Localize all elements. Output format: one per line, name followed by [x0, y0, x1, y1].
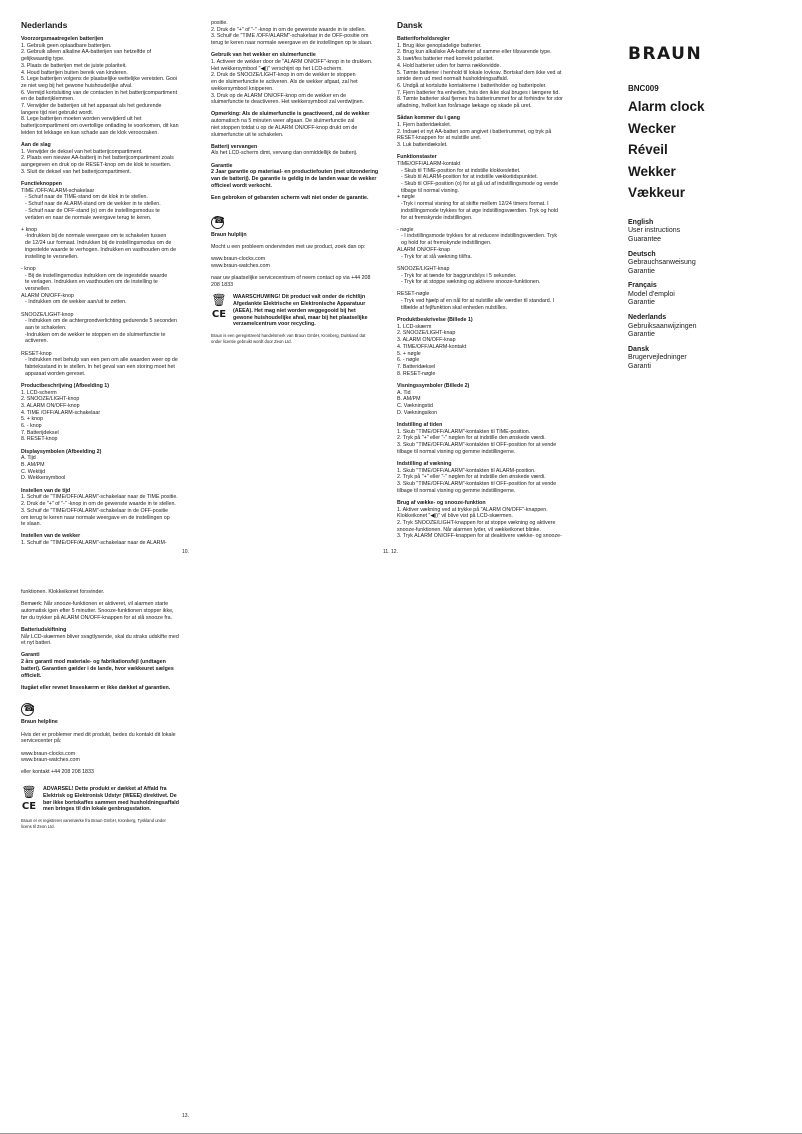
helpline-text	[21, 732, 199, 777]
text-line: for at fremskynde indstillingen.	[401, 214, 473, 221]
section-heading: Opmerking: Als de sluimerfunctie is geactiveerd, zal de wekker	[211, 111, 370, 118]
text-line: 1. Verwijder de deksel van het batterijcompartiment.	[21, 148, 143, 155]
column-body	[211, 20, 389, 202]
text-line: niet stoppen totdat u op de ALARM ON/OFF-knop drukt om de	[211, 124, 358, 131]
text-line: 1. LCD-scherm	[21, 389, 57, 396]
text-line: 8. RESET-nøgle	[397, 370, 436, 377]
text-line: RESET-knappen for at nulstille uret.	[397, 135, 482, 142]
text-line: 3. Isæt/fes batterier med korrekt polaritet.	[397, 56, 494, 63]
text-line: før du trykker på ALARM ON/OFF-knappen for at slå snooze fra.	[21, 614, 173, 621]
text-line: - Indrukken om de wekker aan/uit te zetten.	[25, 299, 127, 306]
text-line: 3. Skub "TIME/OFF/ALARM"-kontakten til OFF-position for at vende	[397, 480, 557, 487]
text-line: aangegeven en druk op de RESET-knop om de klok te resetten.	[21, 162, 172, 169]
text-line: D. Wekkersymbool	[21, 475, 66, 482]
text-line: - Skub til OFF-position (ο) for at gå ud af indstillingsmode og vende	[401, 181, 559, 188]
text-line: 3. Tryk ALARM ON/OFF-knappen for at deaktivere vække- og snooze-	[397, 533, 562, 540]
language-heading: Nederlands	[21, 20, 68, 30]
text-line: automatisk igen efter 5 minutter. Snooze-funktionen stopper ikke,	[21, 607, 174, 614]
text-line: 3. Schuif de "TIME/OFF/ALARM"-schakelaar in de OFF-positie	[21, 507, 169, 514]
text-line: - Schuif naar de TIME-stand om de klok in te stellen.	[25, 194, 148, 201]
text-line: 2. SNOOZE/LIGHT-knop	[21, 396, 80, 403]
text-line: et nyt batteri.	[21, 640, 52, 647]
text-line: tilbage til normal visning.	[401, 187, 459, 194]
text-line: A. Tid	[397, 389, 411, 396]
text-line: om terug te keren naar normale weergave en de instellingen op	[21, 514, 170, 521]
text-line: 3. Sluit de deksel van het batterijcompartiment.	[21, 168, 132, 175]
section-heading: Brug af vække- og snooze-funktion	[397, 499, 486, 506]
text-line: Afgedankte Elektrische en Elektronische Apparatuur	[233, 301, 366, 308]
text-line: 4. Houd batterijen buiten bereik van kinderen.	[21, 69, 128, 76]
text-line: langere tijd niet gebruikt wordt.	[21, 109, 94, 116]
text-line: Een gebroken of gebarsten scherm valt niet onder de garantie.	[211, 194, 369, 201]
text-line: 6. - knop	[21, 423, 42, 430]
text-line: ze niet weg bij het gewone huishoudelijke afval.	[21, 82, 133, 89]
page-number: 11. 12.	[383, 549, 398, 555]
trademark-text	[21, 818, 199, 829]
text-line: - Skub til TIME-position for at indstille klokkeslettet.	[401, 167, 521, 174]
text-line: verzamelcentrum voor recycling.	[233, 321, 316, 328]
text-line: 2. Plaats een nieuwe AA-batterij in het batterijcompartiment zoals	[21, 155, 174, 162]
section-heading: Garantie	[211, 162, 233, 169]
text-line: 2 års garanti mod materiale- og fabrikationsfejl (undtagen	[21, 659, 166, 666]
text-line: 3. ALARM ON/OFF-knop	[21, 402, 80, 409]
phone-icon	[211, 216, 224, 229]
text-line: 2. Indsæt et nyt AA-batteri som angivet i batterirummet, og tryk på	[397, 128, 552, 135]
text-line: 4. TIME /OFF/ALARM-schakelaar	[21, 409, 101, 416]
text-line: + nøgle	[397, 194, 415, 201]
section-heading: Produktbeskrivelse (Billede 1)	[397, 317, 473, 324]
text-line: 8. RESET-knop	[21, 436, 58, 443]
section-heading: Indstilling af tiden	[397, 421, 443, 428]
text-line: 6. Vermijd kortsluiting van de contacten in het batterijcompartiment	[21, 89, 178, 96]
text-line: servicecenter på:	[21, 738, 62, 745]
text-line: en de sluimerfunctie te activeren. Als de wekker afgaat, zal het	[211, 79, 358, 86]
text-line: 5. Lege batterijen volgens de plaatselijke wettelijke vereisten. Gooi	[21, 76, 178, 83]
text-line: Braun is een geregistreerd handelsmerk van Braun GmbH, Kronberg, Duitsland dat	[211, 333, 366, 339]
title-deutsch: Wecker	[628, 120, 676, 136]
title-nederlands: Wekker	[628, 163, 676, 179]
weee-symbols	[21, 786, 37, 812]
text-line: - Schuif naar de OFF-stand (ο) om de instellingsmodus te	[25, 207, 160, 214]
text-line: tilbage til normal visning og gemme indstillingerne.	[397, 487, 516, 494]
text-line: ADVARSEL! Dette produkt er dækket af Affald fra	[43, 786, 167, 793]
text-line: batteri). Garantien gælder i de lande, hvor vækkeuret sælges	[21, 665, 174, 672]
text-line: - Indrukken met behulp van een pen om alle waarden weer op de	[25, 357, 178, 364]
text-line: www.braun-clocks.com	[211, 256, 266, 263]
column-body	[397, 36, 617, 540]
text-line: 2. Druk de SNOOZE/LIGHT-knop in om de wekker te stoppen	[211, 72, 356, 79]
text-line: - Tryk for at tænde for baggrundslys i 5 sekunder.	[401, 272, 517, 279]
text-line: RESET-nøgle	[397, 291, 430, 298]
text-line: apparaat worden gereset.	[25, 370, 86, 377]
trademark-text	[211, 333, 389, 344]
section-heading: Funktionstaster	[397, 154, 437, 161]
section-heading: Displaysymbolen (Afbeelding 2)	[21, 448, 102, 455]
text-line: Braun er et registreret varemærke fra Braun GmbH, Kronberg, Tyskland under	[21, 818, 166, 824]
text-line: 3. Plaats de batterijen met de juiste polariteit.	[21, 62, 127, 69]
text-line: 1. Activeer de wekker door de "ALARM ON/OFF"-knop in te drukken.	[211, 59, 373, 66]
section-heading: Instellen van de tijd	[21, 487, 71, 494]
model-number: BNC009	[628, 84, 659, 93]
crossed-bin-icon: 🗑	[211, 293, 227, 308]
toc-nederlands: Nederlands Gebruiksaanwijzingen Garantie	[628, 314, 697, 338]
text-line: SNOOZE/LIGHT-knap	[397, 265, 450, 272]
text-line: 1. LCD-skærm	[397, 323, 432, 330]
cover-titles	[628, 96, 705, 204]
text-line: terug te keren naar normale weergave en de instellingen op te slaan.	[211, 40, 373, 47]
text-line: activeren.	[25, 338, 48, 345]
weee-symbols	[211, 294, 227, 320]
text-line: ALARM ON/OFF-knap	[397, 246, 450, 253]
text-line: 2. SNOOZE/LIGHT-knap	[397, 330, 456, 337]
text-line: D. Vækningsikon	[397, 409, 438, 416]
helpline-title: Braun hulplijn	[211, 231, 247, 238]
text-line: afladning, hvilket kan forårsage lækage og skade på uret.	[397, 103, 532, 110]
text-line: officieel wordt verkocht.	[211, 182, 272, 189]
text-line: Het wekkersymbool "◀))" verschijnt op het LCD-scherm.	[211, 65, 343, 72]
text-line: Hvis der er problemer med dit produkt, bedes du kontakt dit lokale	[21, 731, 176, 738]
text-line: naar uw plaatselijke servicecentrum of neem contact op via +44 208	[211, 274, 371, 281]
text-line: eller kontakt +44 208 208 1833	[21, 769, 94, 776]
title-dansk: Vækkeur	[628, 185, 686, 200]
text-line: officielt.	[21, 672, 42, 679]
text-line: Bemærk: Når snooze-funktionen er aktiveret, vil alarmen starte	[21, 601, 169, 608]
text-line: en de batterijklemmen.	[21, 96, 75, 103]
language-heading: Dansk	[397, 20, 423, 30]
text-line: 6. Undgå at kortslutte kontakterne i batteriholder og batteripoler.	[397, 82, 547, 89]
text-line: 1. Gebruik geen oplaadbare batterijen.	[21, 42, 112, 49]
text-line: - Tryk for at stoppe vækning og aktivere snooze-funktionen.	[401, 279, 541, 286]
text-line: + knop	[21, 226, 38, 233]
text-line: 7. Verwijder de batterijen uit het apparaat als het gedurende	[21, 103, 162, 110]
text-line: 3. Druk op de ALARM ON/OFF-knop om de wekker en de	[211, 92, 347, 99]
text-line: 1. Schuif de "TIME/OFF/ALARM"-schakelaar naar de TIME positie.	[21, 494, 178, 501]
text-line: automatisch na 5 minuten weer afgaan. De sluimerfunctie zal	[211, 118, 355, 125]
text-line: ingestelde waarde te verhogen. Indrukken en vasthouden om de	[25, 246, 177, 253]
text-line: 1. Fjern batteridækslet.	[397, 121, 452, 128]
text-line: 7. Batterijdeksel	[21, 429, 59, 436]
toc-dansk: Dansk Brugervejledninger Garanti	[628, 345, 687, 370]
text-line: bør ikke bortskaffes sammen med husholdningsaffald	[43, 799, 179, 806]
section-heading: Instellen van de wekker	[21, 533, 81, 540]
text-line: 2. Tryk SNOOZE/LIGHT-knappen for at stoppe vækning og aktivere	[397, 520, 556, 526]
braun-logo: BRAUN	[628, 44, 703, 64]
text-line: 1. Schuif de "TIME/OFF/ALARM"-schakelaar naar de ALARM-	[21, 540, 167, 547]
text-line: TIME/OFF/ALARM-kontakt	[397, 160, 461, 167]
text-line: Als het LCD-scherm dimt, vervang dan onmiddellijk de batterij.	[211, 150, 358, 157]
text-line: TIME /OFF/ALARM-schakelaar	[21, 187, 95, 194]
helpline-title: Braun helpline	[21, 719, 58, 726]
column-nederlands	[21, 20, 196, 547]
text-line: men bringes til din lokale genbrugsstation.	[43, 806, 152, 813]
text-line: batterijcompartiment om overtollige ontlading te voorkomen, dit kan	[21, 123, 179, 130]
text-line: og hold for at fremskynde indstillingen.	[401, 240, 492, 247]
text-line: snooze-funktionen. Når alarmen lyder, vil vækkeikonet blinke.	[397, 526, 541, 533]
text-line: tilbage til normal visning og gemme indstillingerne.	[397, 448, 516, 455]
toc-deutsch: Deutsch Gebrauchsanweisung Garantie	[628, 250, 696, 275]
column-body	[21, 36, 196, 547]
text-line: gewone huishoudelijke afval, maar bij het plaatselijke	[233, 314, 368, 321]
text-line: onder licentie gebruikt wordt door Zeon Ltd.	[211, 338, 292, 344]
crossed-bin-icon: 🗑	[21, 785, 37, 800]
text-line: 3. Skub "TIME/OFF/ALARM"-kontakten til OFF-position for at vende	[397, 441, 557, 448]
text-line: 3. ALARM ON/OFF-knap	[397, 337, 456, 344]
text-line: www.braun-watches.com	[21, 757, 80, 764]
section-heading: Indstilling af vækning	[397, 460, 452, 467]
text-line: - Skub til ALARM-position for at indstille vækketidspunktet.	[401, 174, 538, 181]
text-line: indstillingsmode trykkes for at øge indstillingsværdien. Tryk og hold	[401, 207, 558, 214]
text-line: - Tryk ved hjælp af en nål for at nulstille alle værdier til standard. I	[401, 298, 555, 305]
text-line: - Tryk for at slå vækning til/fra.	[401, 253, 472, 260]
text-line: 4. Hold batterier uden for børns rækkevidde.	[397, 62, 501, 69]
section-heading: Functieknoppen	[21, 181, 62, 188]
text-line: van de batterij). De garantie is geldig in de landen waar de wekker	[211, 176, 377, 183]
section-heading: Batterij vervangen	[211, 143, 258, 150]
text-line: 5. Tømte batterier i henhold til lokale lovkrav. Bortskaf dem ikke ved at	[397, 69, 562, 76]
text-line: fabrieksstand in te stellen. In het geval van een storing moet het	[25, 363, 175, 370]
text-line: smide dem ud med normalt husholdningsaffald.	[397, 76, 509, 83]
text-line: 1. Skub "TIME/OFF/ALARM"-kontakten til ALARM-position.	[397, 467, 536, 474]
column-nederlands-continued	[211, 20, 389, 344]
ce-mark-icon: CE	[21, 801, 37, 813]
text-line: C. Vækningstid	[397, 402, 433, 409]
text-line: 1. Skub "TIME/OFF/ALARM"-kontakten til TIME-position.	[397, 428, 531, 435]
section-heading: Voorzorgsmaatregelen batterijen	[21, 36, 104, 42]
text-line: (AEEA). Het mag niet worden weggegooid bij het	[233, 307, 356, 314]
text-line: 8. Lege batterijen moeten worden verwijderd uit het	[21, 116, 142, 123]
text-line: 2. Druk de "+" of "-" -knop in om de gewenste waarde in te stellen.	[21, 501, 176, 508]
page-number: 10.	[182, 549, 189, 555]
page-number: 13.	[182, 1113, 189, 1119]
weee-text	[43, 786, 179, 813]
text-line: tilfælde af fejlfunktion skal enheden nulstilles.	[401, 304, 507, 311]
text-line: -Indrukken om de wekker te stoppen en de sluimerfunctie te	[25, 331, 166, 338]
section-heading: Productbeschrijving (Afbeelding 1)	[21, 382, 109, 389]
toc-english: English User instructions Guarantee	[628, 219, 681, 243]
text-line: - Schuif naar de ALARM-stand om de wekker in te stellen.	[25, 201, 161, 208]
weee-notice	[211, 294, 389, 328]
text-line: licens til Zeon Ltd.	[21, 823, 55, 829]
section-heading: Visningssymboler (Billede 2)	[397, 382, 470, 389]
text-line: te verlagen. Indrukken en vasthouden om de instelling te	[25, 279, 158, 286]
text-line: 8. Tømte batterier skal fjernes fra batterirummet for at forhindre for stor	[397, 96, 563, 103]
text-line: leiden tot lekkage en kan schade aan de klok veroorzaken.	[21, 129, 159, 136]
section-heading: Aan de slag	[21, 142, 51, 149]
section-heading: Batteriudskiftning	[21, 626, 67, 633]
text-line: wekkersymbool knipperen.	[211, 85, 274, 92]
section-heading: Gebruik van het wekker en sluimerfunctie	[211, 52, 316, 59]
text-line: - knop	[21, 265, 36, 272]
text-line: 5. + nøgle	[397, 350, 421, 357]
section-heading: Garanti	[21, 652, 40, 659]
text-line: 3. Luk batteridækslet.	[397, 142, 448, 149]
text-line: www.braun-watches.com	[211, 262, 270, 269]
text-line: sluimerfunctie uit te schakelen.	[211, 131, 284, 138]
text-line: 208 1833	[211, 281, 234, 288]
text-line: 7. Batteridæksel	[397, 363, 436, 370]
text-line: 1. Brug ikke genopladelige batterier.	[397, 42, 482, 49]
text-line: RESET-knop	[21, 350, 52, 357]
text-line: 4. TIME/OFF/ALARM-kontakt	[397, 343, 467, 350]
text-line: WAARSCHUWING! Dit product valt onder de richtlijn	[233, 294, 366, 301]
text-line: versnellen.	[25, 285, 51, 292]
text-line: Elektrisk og Elektronisk Udstyr (WEEE) direktivet. De	[43, 792, 177, 799]
weee-text	[233, 294, 368, 328]
text-line: - I indstillingsmode trykkes for at reducere indstillingsværdien. Tryk	[401, 233, 558, 240]
text-line: Når LCD-skærmen bliver svagtlysende, skal du straks udskifte med	[21, 633, 179, 640]
text-line: SNOOZE/LIGHT-knop	[21, 311, 74, 318]
text-line: - Bij de instellingsmodus indrukken om de ingestelde waarde	[25, 272, 168, 279]
table-of-contents	[628, 219, 696, 378]
text-line: A. Tijd	[21, 455, 36, 462]
section-heading: Batteriforholdsregler	[397, 36, 450, 42]
text-line: aan te schakelen.	[25, 324, 67, 331]
text-line: de 12/24 uur formaat. Indrukken bij de instellingsmodus om de	[25, 240, 172, 247]
title-francais: Réveil	[628, 142, 668, 157]
text-line: instelling te versnellen.	[25, 253, 79, 260]
text-line: 5. + knop	[21, 416, 43, 423]
weee-notice	[21, 786, 199, 813]
text-line: 3. Schuif de "TIME /OFF/ALARM"-schakelaar in de OFF-positie om	[211, 33, 369, 40]
ce-mark-icon: CE	[211, 309, 227, 321]
text-line: -Indrukken bij de normale weergave om te schakelen tussen	[25, 233, 167, 240]
text-line: Mocht u een probleem ondervinden met uw product, zoek dan op:	[211, 243, 366, 250]
text-line: sluimerfunctie te deactiveren. Het wekkersymbool zal verdwijnen.	[211, 99, 365, 106]
text-line: - Indrukken om de achtergrondverlichting gedurende 5 seconden	[25, 318, 177, 325]
section-heading: Sådan kommer du i gang	[397, 115, 460, 122]
text-line: 2. Brug kun alkaliske AA-batterier af samme eller tilsvarende type.	[397, 49, 552, 56]
text-line: 7. Fjern batterier fra enheden, hvis den ikke skal bruges i længere tid.	[397, 89, 560, 96]
text-line: 2. Tryk på "+" eller "-" nøglen for at indstille den ønskede værdi.	[397, 435, 546, 442]
text-line: 2. Tryk på "+" eller "-" nøglen for at indstille den ønskede værdi.	[397, 474, 546, 481]
title-english: Alarm clock	[628, 99, 705, 114]
text-line: -Tryk i normal visning for at skifte mellem 12/24 timers format. I	[401, 201, 549, 208]
text-line: Klokkeikonet "◀))" vil blive vist på LCD-skærmen.	[397, 513, 513, 520]
helpline-text	[211, 244, 389, 289]
text-line: 6. - nøgle	[397, 357, 420, 364]
text-line: verlaten en naar de normale weergave terug te keren.	[25, 214, 152, 221]
text-line: ALARM ON/OFF-knop	[21, 292, 74, 299]
text-line: 2. Gebruik alleen alkaline AA-batterijen van hetzelfde of	[21, 49, 152, 56]
text-line: 1. Aktiver vækning ved at trykke på "ALARM ON/OFF"-knappen.	[397, 506, 548, 513]
toc-francais: Français Model d'emploi Garantie	[628, 282, 675, 307]
text-line: B. AM/PM	[21, 462, 45, 469]
text-line: positie.	[211, 20, 228, 26]
text-line: gelijkwaardig type.	[21, 56, 65, 63]
phone-icon	[21, 703, 34, 716]
text-line: - nøgle	[397, 226, 414, 233]
column-dansk-continued	[21, 589, 199, 829]
text-line: te slaan.	[21, 521, 42, 528]
text-line: funktionen. Klokkeikonet forsvinder.	[21, 589, 105, 595]
text-line: C. Wektijd	[21, 468, 46, 475]
text-line: Itugået eller revnet linseskærm er ikke dækket af garantien.	[21, 684, 171, 691]
text-line: B. AM/PM	[397, 396, 421, 403]
text-line: 2 Jaar garantie op materiaal- en productiefouten (met uitzondering	[211, 169, 379, 176]
column-body	[21, 589, 199, 691]
column-dansk	[397, 20, 617, 540]
text-line: 2. Druk de "+" of "-" -knop in om de gewenste waarde in te stellen.	[211, 26, 366, 33]
text-line: www.braun-clocks.com	[21, 750, 76, 757]
